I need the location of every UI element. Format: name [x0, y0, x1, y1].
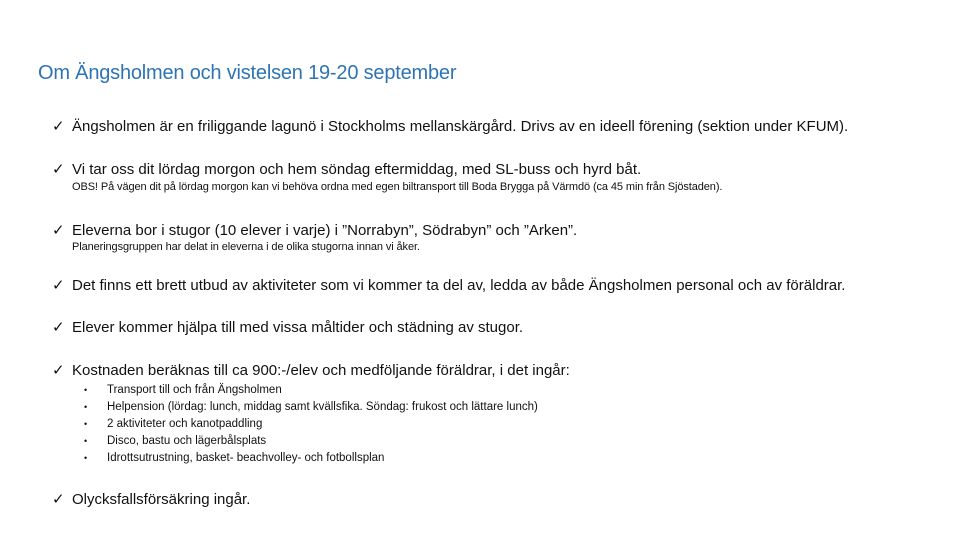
bullet-icon: •: [84, 401, 88, 412]
list-item-note: Planeringsgruppen har delat in eleverna i de olika stugorna innan vi åker.: [72, 241, 420, 253]
sub-list-item: [84, 415, 538, 432]
cost-includes-list: [84, 381, 538, 466]
bullet-icon: •: [84, 435, 88, 446]
check-icon: ✓: [52, 491, 65, 508]
check-icon: ✓: [52, 118, 65, 135]
sub-list-item: [84, 398, 538, 415]
check-icon: ✓: [52, 362, 65, 379]
list-item-text: Kostnaden beräknas till ca 900:-/elev och medföljande föräldrar, i det ingår:: [72, 362, 570, 379]
list-item-text: Vi tar oss dit lördag morgon och hem söndag eftermiddag, med SL-buss och hyrd båt.: [72, 161, 642, 178]
sub-list-item: [84, 432, 538, 449]
check-icon: ✓: [52, 222, 65, 239]
list-item-text: Ängsholmen är en friliggande lagunö i Stockholms mellanskärgård. Drivs av en ideell förening (sektion under KFUM).: [72, 118, 849, 135]
slide-title: Om Ängsholmen och vistelsen 19-20 september: [38, 62, 457, 84]
list-item-note: OBS! På vägen dit på lördag morgon kan vi behöva ordna med egen biltransport till Boda Brygga på Värmdö (ca 45 min från Sjöstaden).: [72, 181, 723, 193]
list-item-text: Det finns ett brett utbud av aktiviteter som vi kommer ta del av, ledda av både Ängsholmen personal och av föräldrar.: [72, 277, 846, 294]
list-item: [52, 276, 845, 294]
list-item-text: Elever kommer hjälpa till med vissa måltider och städning av stugor.: [72, 319, 524, 336]
sub-list-item: [84, 449, 538, 466]
list-item: [52, 490, 250, 508]
sub-list-item-text: Transport till och från Ängsholmen: [107, 383, 282, 396]
list-item: [52, 221, 577, 239]
list-item-text: Eleverna bor i stugor (10 elever i varje) i ”Norrabyn”, Södrabyn” och ”Arken”.: [72, 222, 578, 239]
sub-list-item-text: 2 aktiviteter och kanotpaddling: [107, 417, 263, 430]
bullet-icon: •: [84, 418, 88, 429]
bullet-icon: •: [84, 384, 88, 395]
sub-list-item: [84, 381, 538, 398]
check-icon: ✓: [52, 277, 65, 294]
check-icon: ✓: [52, 319, 65, 336]
list-item: [52, 361, 570, 379]
list-item: [52, 318, 523, 336]
check-icon: ✓: [52, 161, 65, 178]
sub-list-item-text: Disco, bastu och lägerbålsplats: [107, 434, 267, 447]
list-item: [52, 117, 848, 135]
sub-list-item-text: Helpension (lördag: lunch, middag samt kvällsfika. Söndag: frukost och lättare lunch): [107, 400, 538, 413]
list-item: [52, 160, 641, 178]
list-item-text: Olycksfallsförsäkring ingår.: [72, 491, 251, 508]
sub-list-item-text: Idrottsutrustning, basket- beachvolley- och fotbollsplan: [107, 451, 385, 464]
bullet-icon: •: [84, 452, 88, 463]
